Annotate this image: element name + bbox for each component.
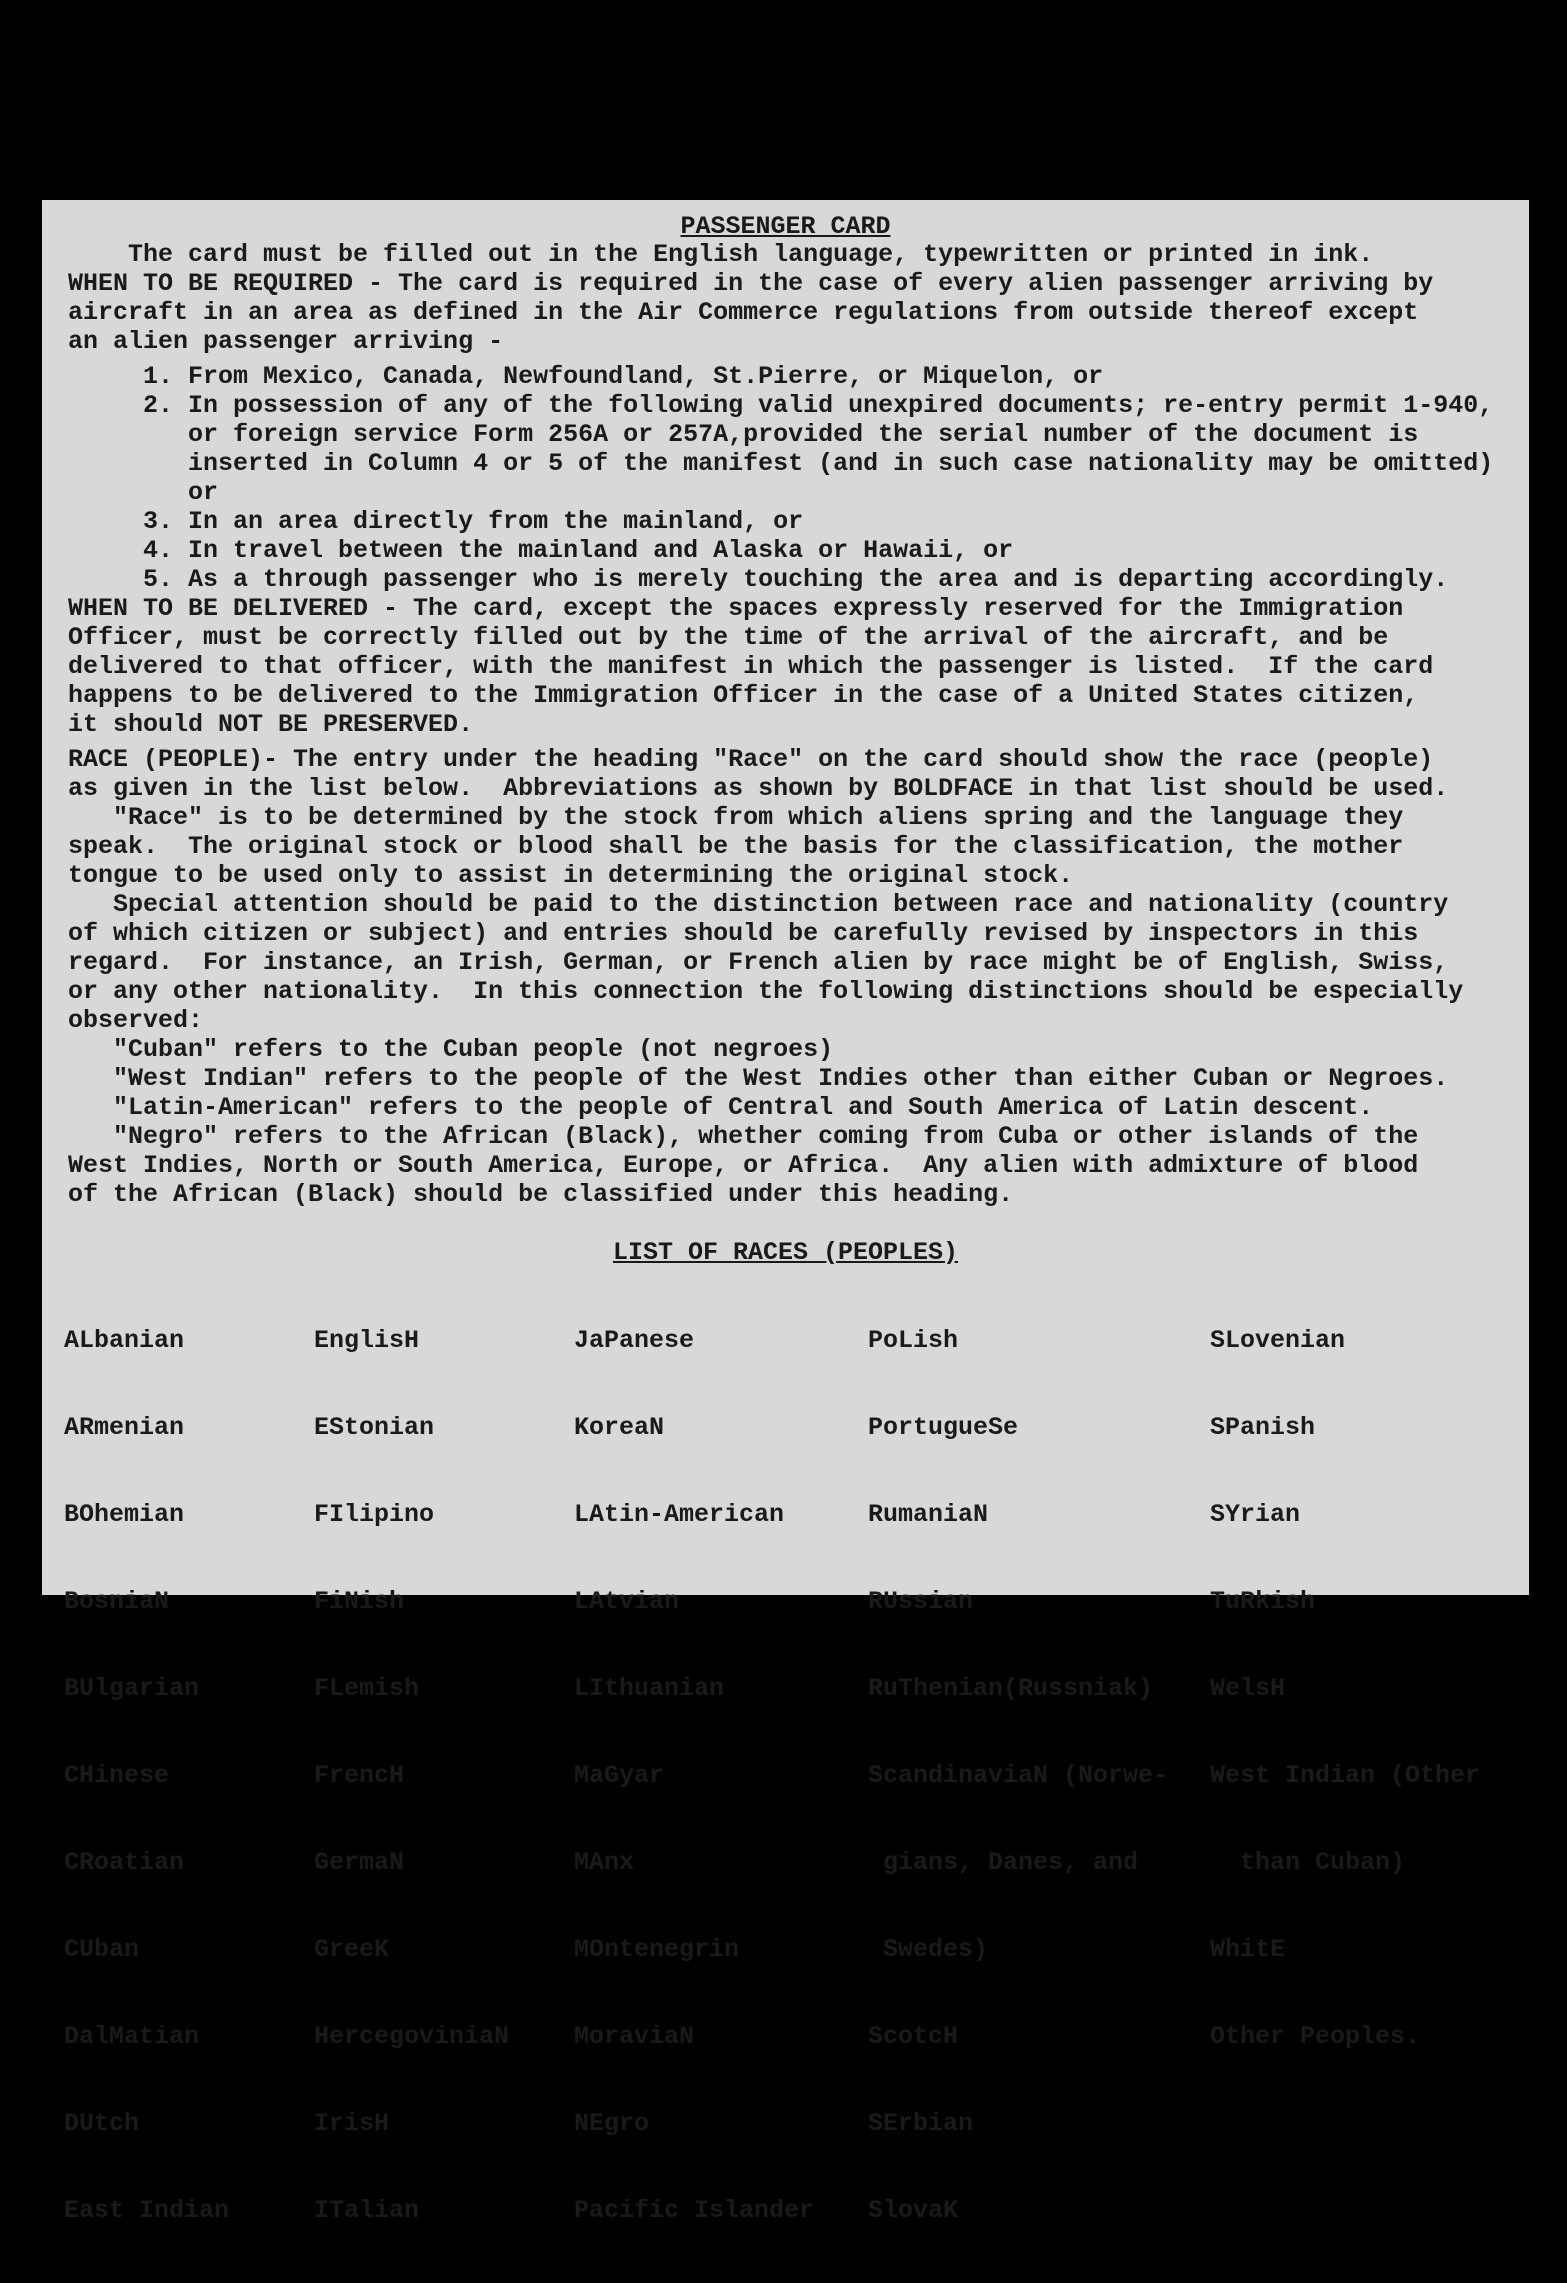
race-item: SLovenian xyxy=(1210,1326,1346,1355)
race-item: WelsH xyxy=(1210,1674,1286,1703)
text-line: observed: xyxy=(68,1006,204,1035)
race-item: SPanish xyxy=(1210,1413,1316,1442)
race-item: West Indian (Other xyxy=(1210,1761,1481,1790)
text-line: WHEN TO BE DELIVERED - The card, except the spaces expressly reserved for the Immigration xyxy=(68,594,1404,623)
race-column-5 xyxy=(1210,1268,1480,2109)
race-item: WhitE xyxy=(1210,1935,1286,1964)
text-line: aircraft in an area as defined in the Air Commerce regulations from outside thereof except xyxy=(68,298,1419,327)
race-item: LAtin-American xyxy=(574,1500,785,1529)
race-item: GermaN xyxy=(314,1848,405,1877)
race-item: NEgro xyxy=(574,2109,650,2138)
race-item: EStonian xyxy=(314,1413,435,1442)
race-item: PoLish xyxy=(868,1326,959,1355)
race-item: HercegoviniaN xyxy=(314,2022,510,2051)
race-item: MoraviaN xyxy=(574,2022,695,2051)
race-item: CUban xyxy=(64,1935,140,1964)
race-item: FIlipino xyxy=(314,1500,435,1529)
race-item: ARmenian xyxy=(64,1413,185,1442)
race-item: FLemish xyxy=(314,1674,420,1703)
list-of-races-title: LIST OF RACES (PEOPLES) xyxy=(612,1238,959,1267)
text-line: or foreign service Form 256A or 257A,provided the serial number of the document is xyxy=(68,420,1419,449)
race-item: BUlgarian xyxy=(64,1674,200,1703)
text-line: tongue to be used only to assist in determining the original stock. xyxy=(68,861,1074,890)
race-item: BOhemian xyxy=(64,1500,185,1529)
race-item: ScotcH xyxy=(868,2022,959,2051)
race-item: RuThenian(Russniak) xyxy=(868,1674,1154,1703)
race-item: Pacific Islander xyxy=(574,2196,815,2225)
document-title: PASSENGER CARD xyxy=(680,212,891,241)
text-line: of which citizen or subject) and entries should be carefully revised by inspectors in this xyxy=(68,919,1419,948)
text-line: speak. The original stock or blood shall be the basis for the classification, the mother xyxy=(68,832,1404,861)
text-line: of the African (Black) should be classified under this heading. xyxy=(68,1180,1014,1209)
text-line: "Latin-American" refers to the people of Central and South America of Latin descent. xyxy=(68,1093,1374,1122)
text-line: "Race" is to be determined by the stock from which aliens spring and the language they xyxy=(68,803,1404,832)
passenger-card-page xyxy=(42,200,1529,2225)
text-line: 5. As a through passenger who is merely touching the area and is departing accordingly. xyxy=(68,565,1449,594)
race-column-4 xyxy=(868,1268,1168,2283)
text-line: as given in the list below. Abbreviations as shown by BOLDFACE in that list should be used. xyxy=(68,774,1449,803)
race-item: gians, Danes, and xyxy=(868,1848,1139,1877)
text-line: Special attention should be paid to the distinction between race and nationality (country xyxy=(68,890,1449,919)
text-line: an alien passenger arriving - xyxy=(68,327,504,356)
text-line: 3. In an area directly from the mainland, or xyxy=(68,507,804,536)
race-item: LIthuanian xyxy=(574,1674,725,1703)
race-item: Swedes) xyxy=(868,1935,989,1964)
text-line: "Cuban" refers to the Cuban people (not negroes) xyxy=(68,1035,834,1064)
race-column-1 xyxy=(64,1268,229,2283)
race-item: LAtvian xyxy=(574,1587,680,1616)
text-line: delivered to that officer, with the manifest in which the passenger is listed. If the card xyxy=(68,652,1434,681)
race-item: SYrian xyxy=(1210,1500,1301,1529)
text-line: or xyxy=(68,478,219,507)
race-item: RUssian xyxy=(868,1587,974,1616)
race-column-3 xyxy=(574,1268,814,2283)
text-line: 1. From Mexico, Canada, Newfoundland, St.Pierre, or Miquelon, or xyxy=(68,362,1104,391)
text-line: The card must be filled out in the English language, typewritten or printed in ink. xyxy=(68,240,1374,269)
race-item: EnglisH xyxy=(314,1326,420,1355)
text-line: 2. In possession of any of the following valid unexpired documents; re-entry permit 1-940, xyxy=(68,391,1494,420)
text-line: RACE (PEOPLE)- The entry under the heading "Race" on the card should show the race (people) xyxy=(68,745,1434,774)
race-item: MOntenegrin xyxy=(574,1935,740,1964)
race-item: TuRkish xyxy=(1210,1587,1316,1616)
race-column-2 xyxy=(314,1268,509,2283)
race-item: IrisH xyxy=(314,2109,390,2138)
race-item: SlovaK xyxy=(868,2196,959,2225)
text-line: 4. In travel between the mainland and Alaska or Hawaii, or xyxy=(68,536,1014,565)
text-line: "Negro" refers to the African (Black), whether coming from Cuba or other islands of the xyxy=(68,1122,1419,1151)
race-item: ScandinaviaN (Norwe- xyxy=(868,1761,1169,1790)
race-item: CHinese xyxy=(64,1761,170,1790)
text-line: it should NOT BE PRESERVED. xyxy=(68,710,474,739)
race-item: ITalian xyxy=(314,2196,420,2225)
race-item: SErbian xyxy=(868,2109,974,2138)
race-item: BosniaN xyxy=(64,1587,170,1616)
race-item: CRoatian xyxy=(64,1848,185,1877)
race-item: than Cuban) xyxy=(1210,1848,1406,1877)
text-line: "West Indian" refers to the people of the West Indies other than either Cuban or Negroes. xyxy=(68,1064,1449,1093)
race-item: RumaniaN xyxy=(868,1500,989,1529)
race-item: Other Peoples. xyxy=(1210,2022,1421,2051)
text-line: happens to be delivered to the Immigration Officer in the case of a United States citizen, xyxy=(68,681,1419,710)
race-item: FrencH xyxy=(314,1761,405,1790)
text-line: or any other nationality. In this connection the following distinctions should be especially xyxy=(68,977,1464,1006)
race-item: FiNish xyxy=(314,1587,405,1616)
race-item: ALbanian xyxy=(64,1326,185,1355)
race-item: KoreaN xyxy=(574,1413,665,1442)
race-item: DUtch xyxy=(64,2109,140,2138)
text-line: regard. For instance, an Irish, German, or French alien by race might be of English, Swiss, xyxy=(68,948,1449,977)
race-item: DalMatian xyxy=(64,2022,200,2051)
text-line: West Indies, North or South America, Europe, or Africa. Any alien with admixture of blood xyxy=(68,1151,1419,1180)
race-item: East Indian xyxy=(64,2196,230,2225)
race-item: MAnx xyxy=(574,1848,635,1877)
text-line: Officer, must be correctly filled out by the time of the arrival of the aircraft, and be xyxy=(68,623,1389,652)
text-line: inserted in Column 4 or 5 of the manifest (and in such case nationality may be omitted) xyxy=(68,449,1494,478)
text-line: WHEN TO BE REQUIRED - The card is required in the case of every alien passenger arriving by xyxy=(68,269,1434,298)
race-item: GreeK xyxy=(314,1935,390,1964)
race-item: JaPanese xyxy=(574,1326,695,1355)
race-item: MaGyar xyxy=(574,1761,665,1790)
race-item: PortugueSe xyxy=(868,1413,1019,1442)
